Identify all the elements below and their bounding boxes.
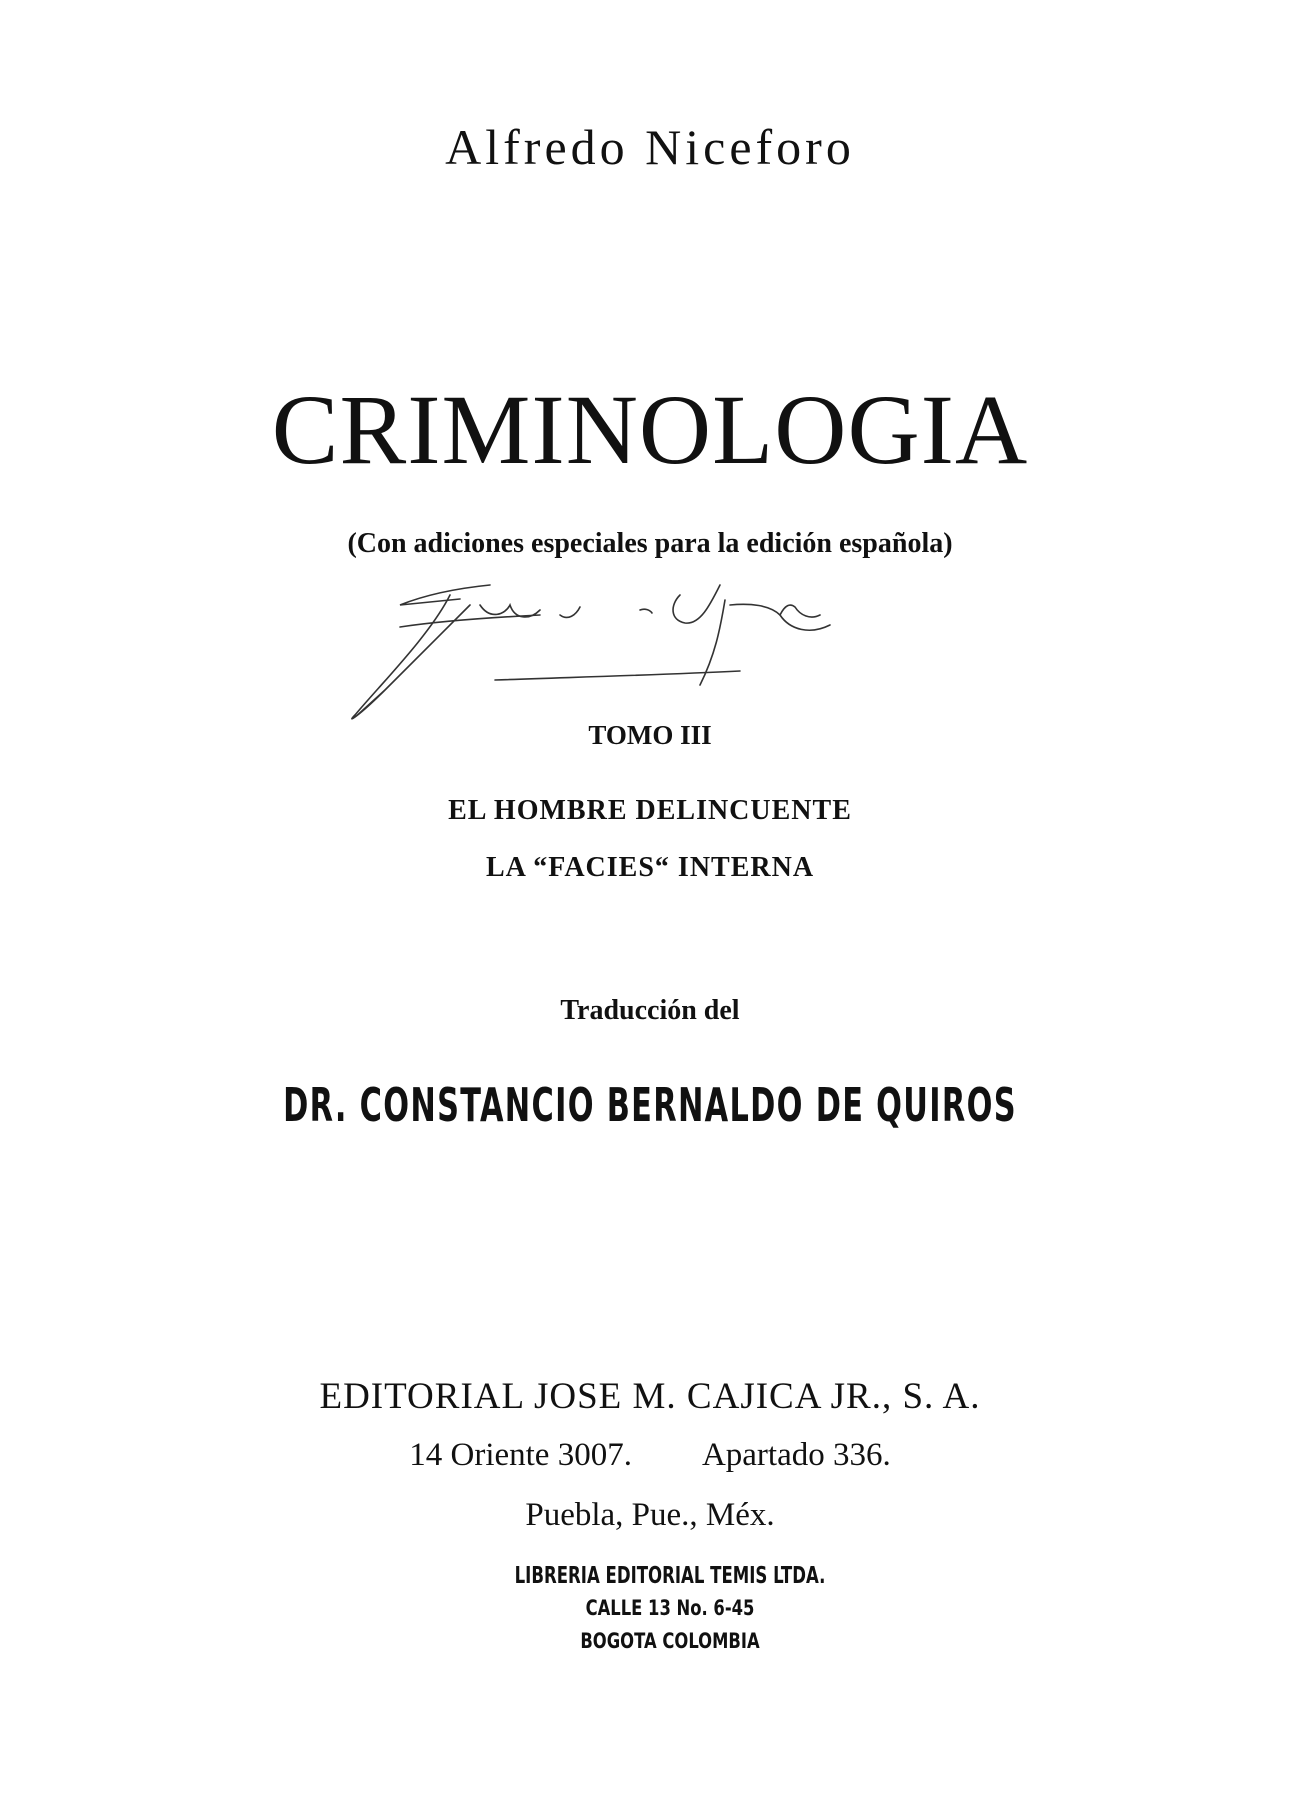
bookseller-stamp-line-1: LIBRERIA EDITORIAL TEMIS LTDA. [514, 1563, 826, 1589]
publisher-name: EDITORIAL JOSE M. CAJICA JR., S. A. [319, 1376, 981, 1417]
handwritten-signature [340, 575, 940, 725]
publisher-address [0, 1437, 1300, 1474]
publisher-city: Puebla, Pue., Méx. [525, 1497, 775, 1533]
book-title: CRIMINOLOGIA [271, 374, 1029, 485]
volume-number: TOMO III [588, 720, 712, 750]
author-name: Alfredo Niceforo [445, 119, 855, 175]
publisher-street: 14 Oriente 3007. [409, 1437, 632, 1473]
volume-subtitle-2: LA “FACIES“ INTERNA [485, 852, 815, 883]
volume-subtitle-1: EL HOMBRE DELINCUENTE [448, 795, 852, 826]
publisher-po-box: Apartado 336. [701, 1437, 891, 1473]
translator-name: DR. CONSTANCIO BERNALDO DE QUIROS [283, 1078, 1017, 1132]
bookseller-stamp-line-2: CALLE 13 No. 6-45 [585, 1596, 755, 1620]
book-subtitle: (Con adiciones especiales para la edición española) [347, 528, 953, 559]
bookseller-stamp-line-3: BOGOTA COLOMBIA [580, 1629, 760, 1653]
translation-label: Traducción del [560, 995, 740, 1026]
